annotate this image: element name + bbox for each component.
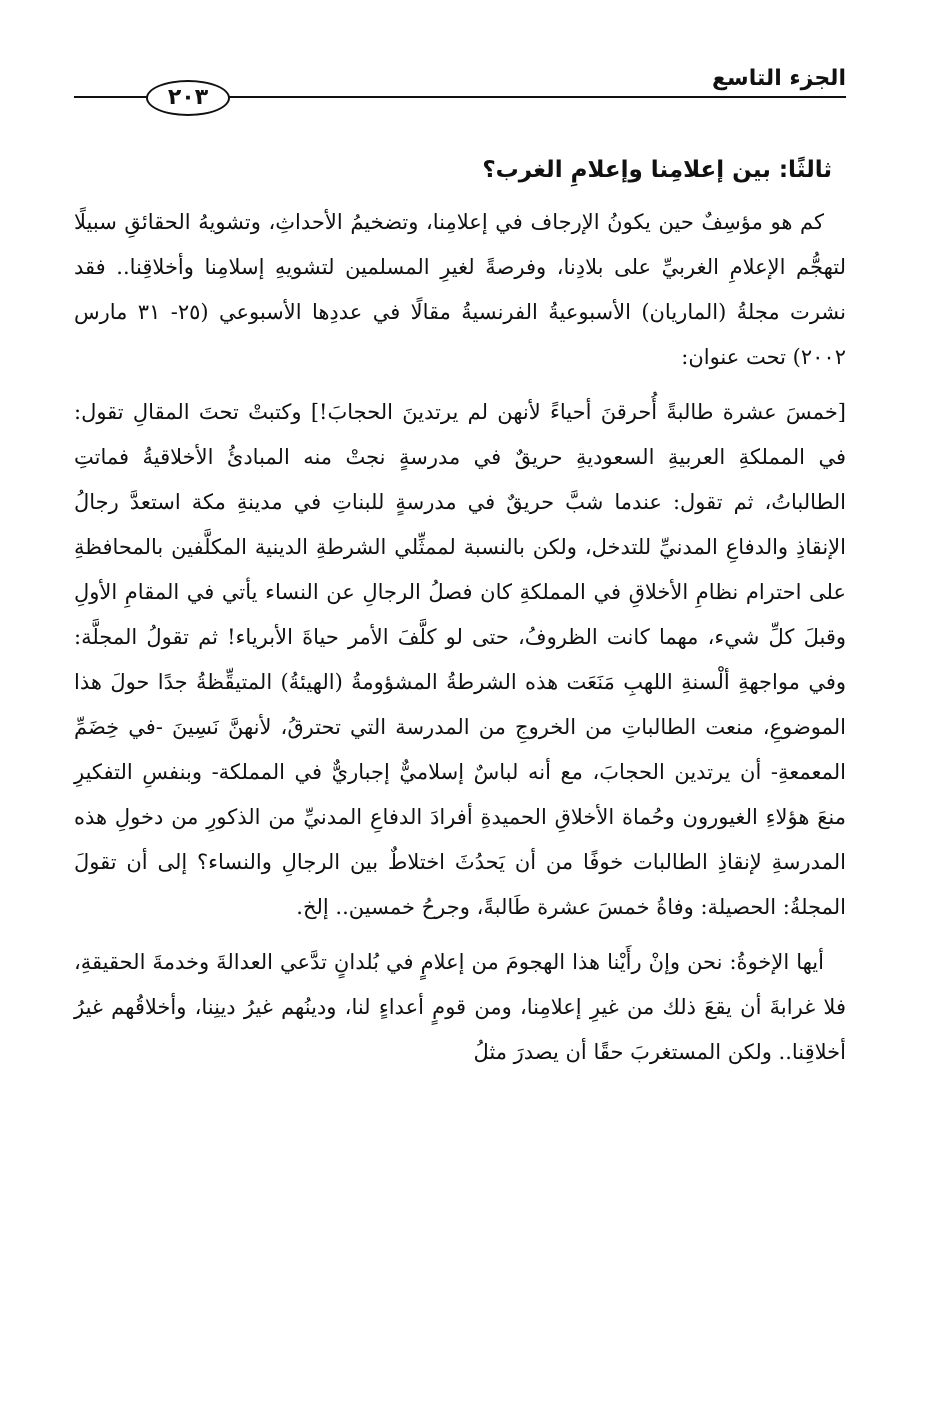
page-body: [74, 148, 846, 1085]
page-header: [74, 58, 846, 108]
section-heading: ثالثًا: بين إعلامِنا وإعلامِ الغرب؟: [482, 157, 832, 183]
page-number: ٢٠٣: [146, 80, 230, 116]
paragraph-quoted-article: [خمسَ عشرة طالبةً أُحرقنَ أحياءً لأنهن لم يرتدينَ الحجابَ!] وكتبتْ تحتَ المقالِ تقول: في المملكةِ العربيةِ السعوديةِ حريقٌ في مدرسةٍ نجتْ منه المبادئُ الأخلاقيةُ فماتتِ الطالباتُ، ثم تقول: عندما شبَّ حريقٌ في مدرسةٍ للبناتِ في مدينةِ مكة استعدَّ رجالُ الإنقاذِ والدفاعِ المدنيِّ للتدخل، ولكن بالنسبة لممثِّلي الشرطةِ الدينية المكلَّفين بالمحافظةِ على احترام نظامِ الأخلاقِ في المملكةِ كان فصلُ الرجالِ عن النساء يأتي في المقامِ الأولِ وقبلَ كلِّ شيء، مهما كانت الظروفُ، حتى لو كلَّفَ الأمر حياةَ الأبرياء! ثم تقولُ المجلَّة: وفي مواجهةِ ألْسنةِ اللهبِ مَنَعَت هذه الشرطةُ المشؤومةُ (الهيئةُ) المتيقِّظةُ جدًا حولَ هذا الموضوعِ، منعت الطالباتِ من الخروجِ من المدرسة التي تحترقُ، لأنهنَّ نَسِينَ -في خِضَمِّ المعمعةِ- أن يرتدين الحجابَ، مع أنه لباسٌ إسلاميٌّ إجباريٌّ في المملكة- وبنفسِ التفكيرِ منعَ هؤلاءِ الغيورون وحُماة الأخلاقِ الحميدةِ أفرادَ الدفاعِ المدنيِّ من الذكورِ من دخولِ هذه المدرسةِ لإنقاذِ الطالبات خوفًا من أن يَحدُثَ اختلاطٌ بين الرجالِ والنساء؟ إلى أن تقولَ المجلةُ: الحصيلة: وفاةُ خمسَ عشرة طَالبةً، وجرحُ خمسين.. إلخ.: [74, 400, 846, 919]
paragraph-intro: كم هو مؤسِفٌ حين يكونُ الإرجاف في إعلامِنا، وتضخيمُ الأحداثِ، وتشويهُ الحقائقِ سبيلًا لتهجُّم الإعلامِ الغربيِّ على بلادِنا، وفرصةً لغيرِ المسلمين لتشويهِ إسلامِنا وأخلاقِنا.. فقد نشرت مجلةُ (الماريان) الأسبوعيةُ الفرنسيةُ مقالًا في عددِها الأسبوعي (٢٥- ٣١ مارس ٢٠٠٢) تحت عنوان:: [74, 210, 846, 369]
running-head: الجزء التاسع: [712, 66, 846, 91]
paragraph-commentary: أيها الإخوةُ: نحن وإنْ رأَيْنا هذا الهجومَ من إعلامٍ في بُلدانٍ تدَّعي العدالةَ وخدمةَ الحقيقةِ، فلا غرابةَ أن يقعَ ذلك من غيرِ إعلامِنا، ومن قومٍ أعداءٍ لنا، ودينُهم غيرُ دينِنا، وأخلاقُهم غيرُ أخلاقِنا.. ولكن المستغربَ حقًا أن يصدرَ مثلُ: [74, 950, 846, 1064]
